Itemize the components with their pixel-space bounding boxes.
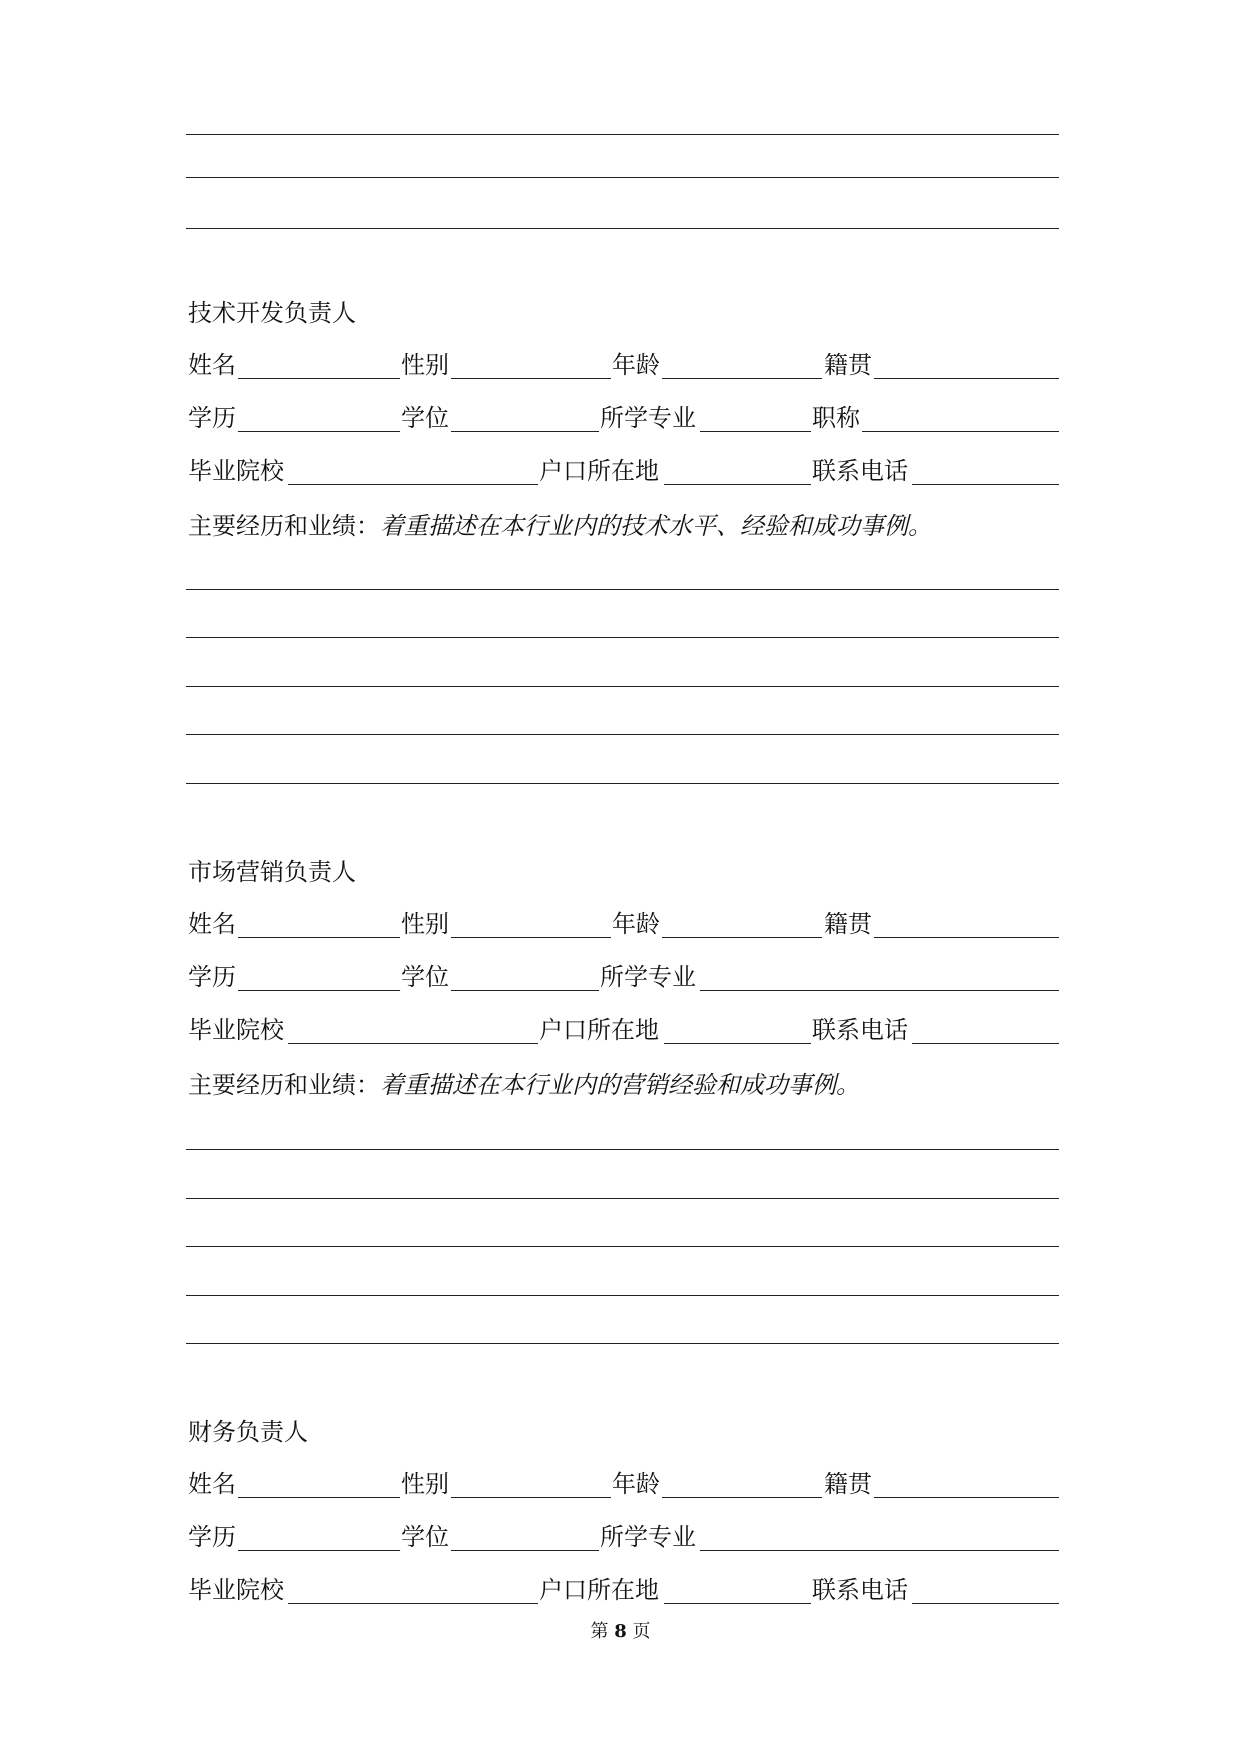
page-number-prefix: 第 bbox=[590, 1621, 609, 1642]
field-label-native-place: 籍贯 bbox=[824, 910, 872, 938]
degree-field[interactable] bbox=[451, 431, 599, 432]
field-label-degree: 学位 bbox=[401, 404, 449, 432]
education-field[interactable] bbox=[238, 990, 400, 991]
answer-line[interactable] bbox=[186, 1246, 1059, 1247]
field-label-household: 户口所在地 bbox=[539, 1016, 659, 1044]
section-heading-marketing: 市场营销负责人 bbox=[188, 858, 356, 886]
experience-label: 主要经历和业绩： bbox=[188, 1071, 380, 1099]
degree-field[interactable] bbox=[451, 990, 599, 991]
field-label-major: 所学专业 bbox=[600, 963, 696, 991]
gender-field[interactable] bbox=[451, 1497, 611, 1498]
field-label-household: 户口所在地 bbox=[539, 457, 659, 485]
page-number-suffix: 页 bbox=[632, 1621, 651, 1642]
field-label-age: 年龄 bbox=[612, 1470, 660, 1498]
field-label-native-place: 籍贯 bbox=[824, 351, 872, 379]
blank-line bbox=[186, 228, 1059, 229]
blank-line bbox=[186, 177, 1059, 178]
field-label-degree: 学位 bbox=[401, 1523, 449, 1551]
answer-line[interactable] bbox=[186, 1198, 1059, 1199]
field-label-age: 年龄 bbox=[612, 910, 660, 938]
section-heading-finance: 财务负责人 bbox=[188, 1418, 308, 1446]
field-label-gender: 性别 bbox=[401, 910, 449, 938]
field-label-education: 学历 bbox=[188, 404, 236, 432]
age-field[interactable] bbox=[662, 1497, 822, 1498]
major-field[interactable] bbox=[700, 990, 1059, 991]
answer-line[interactable] bbox=[186, 734, 1059, 735]
major-field[interactable] bbox=[700, 1550, 1059, 1551]
answer-line[interactable] bbox=[186, 1295, 1059, 1296]
age-field[interactable] bbox=[662, 378, 822, 379]
name-field[interactable] bbox=[238, 378, 400, 379]
field-label-phone: 联系电话 bbox=[812, 457, 908, 485]
answer-line[interactable] bbox=[186, 1149, 1059, 1150]
age-field[interactable] bbox=[662, 937, 822, 938]
field-label-major: 所学专业 bbox=[600, 1523, 696, 1551]
education-field[interactable] bbox=[238, 431, 400, 432]
phone-field[interactable] bbox=[912, 484, 1059, 485]
page-number: 8 bbox=[614, 1621, 627, 1642]
field-label-school: 毕业院校 bbox=[188, 1576, 284, 1604]
household-field[interactable] bbox=[664, 1603, 811, 1604]
field-label-age: 年龄 bbox=[612, 351, 660, 379]
field-label-name: 姓名 bbox=[188, 1470, 236, 1498]
experience-prompt bbox=[188, 1070, 860, 1100]
answer-line[interactable] bbox=[186, 637, 1059, 638]
name-field[interactable] bbox=[238, 1497, 400, 1498]
field-label-title: 职称 bbox=[812, 404, 860, 432]
answer-line[interactable] bbox=[186, 686, 1059, 687]
title-field[interactable] bbox=[862, 431, 1059, 432]
answer-line[interactable] bbox=[186, 589, 1059, 590]
native-place-field[interactable] bbox=[874, 937, 1059, 938]
degree-field[interactable] bbox=[451, 1550, 599, 1551]
native-place-field[interactable] bbox=[874, 378, 1059, 379]
field-label-education: 学历 bbox=[188, 963, 236, 991]
field-label-school: 毕业院校 bbox=[188, 457, 284, 485]
field-label-education: 学历 bbox=[188, 1523, 236, 1551]
experience-hint: 着重描述在本行业内的营销经验和成功事例。 bbox=[380, 1071, 860, 1099]
experience-hint: 着重描述在本行业内的技术水平、经验和成功事例。 bbox=[380, 512, 932, 540]
field-label-school: 毕业院校 bbox=[188, 1016, 284, 1044]
section-heading-tech: 技术开发负责人 bbox=[188, 299, 356, 327]
field-label-native-place: 籍贯 bbox=[824, 1470, 872, 1498]
native-place-field[interactable] bbox=[874, 1497, 1059, 1498]
field-label-degree: 学位 bbox=[401, 963, 449, 991]
field-label-major: 所学专业 bbox=[600, 404, 696, 432]
blank-line bbox=[186, 134, 1059, 135]
phone-field[interactable] bbox=[912, 1043, 1059, 1044]
household-field[interactable] bbox=[664, 484, 811, 485]
field-label-name: 姓名 bbox=[188, 910, 236, 938]
name-field[interactable] bbox=[238, 937, 400, 938]
gender-field[interactable] bbox=[451, 378, 611, 379]
major-field[interactable] bbox=[700, 431, 811, 432]
field-label-phone: 联系电话 bbox=[812, 1016, 908, 1044]
field-label-gender: 性别 bbox=[401, 1470, 449, 1498]
answer-line[interactable] bbox=[186, 783, 1059, 784]
school-field[interactable] bbox=[288, 1043, 538, 1044]
field-label-name: 姓名 bbox=[188, 351, 236, 379]
field-label-phone: 联系电话 bbox=[812, 1576, 908, 1604]
school-field[interactable] bbox=[288, 1603, 538, 1604]
phone-field[interactable] bbox=[912, 1603, 1059, 1604]
page-footer bbox=[0, 1621, 1241, 1643]
field-label-gender: 性别 bbox=[401, 351, 449, 379]
experience-label: 主要经历和业绩： bbox=[188, 512, 380, 540]
gender-field[interactable] bbox=[451, 937, 611, 938]
education-field[interactable] bbox=[238, 1550, 400, 1551]
answer-line[interactable] bbox=[186, 1343, 1059, 1344]
household-field[interactable] bbox=[664, 1043, 811, 1044]
field-label-household: 户口所在地 bbox=[539, 1576, 659, 1604]
school-field[interactable] bbox=[288, 484, 538, 485]
experience-prompt bbox=[188, 511, 932, 541]
